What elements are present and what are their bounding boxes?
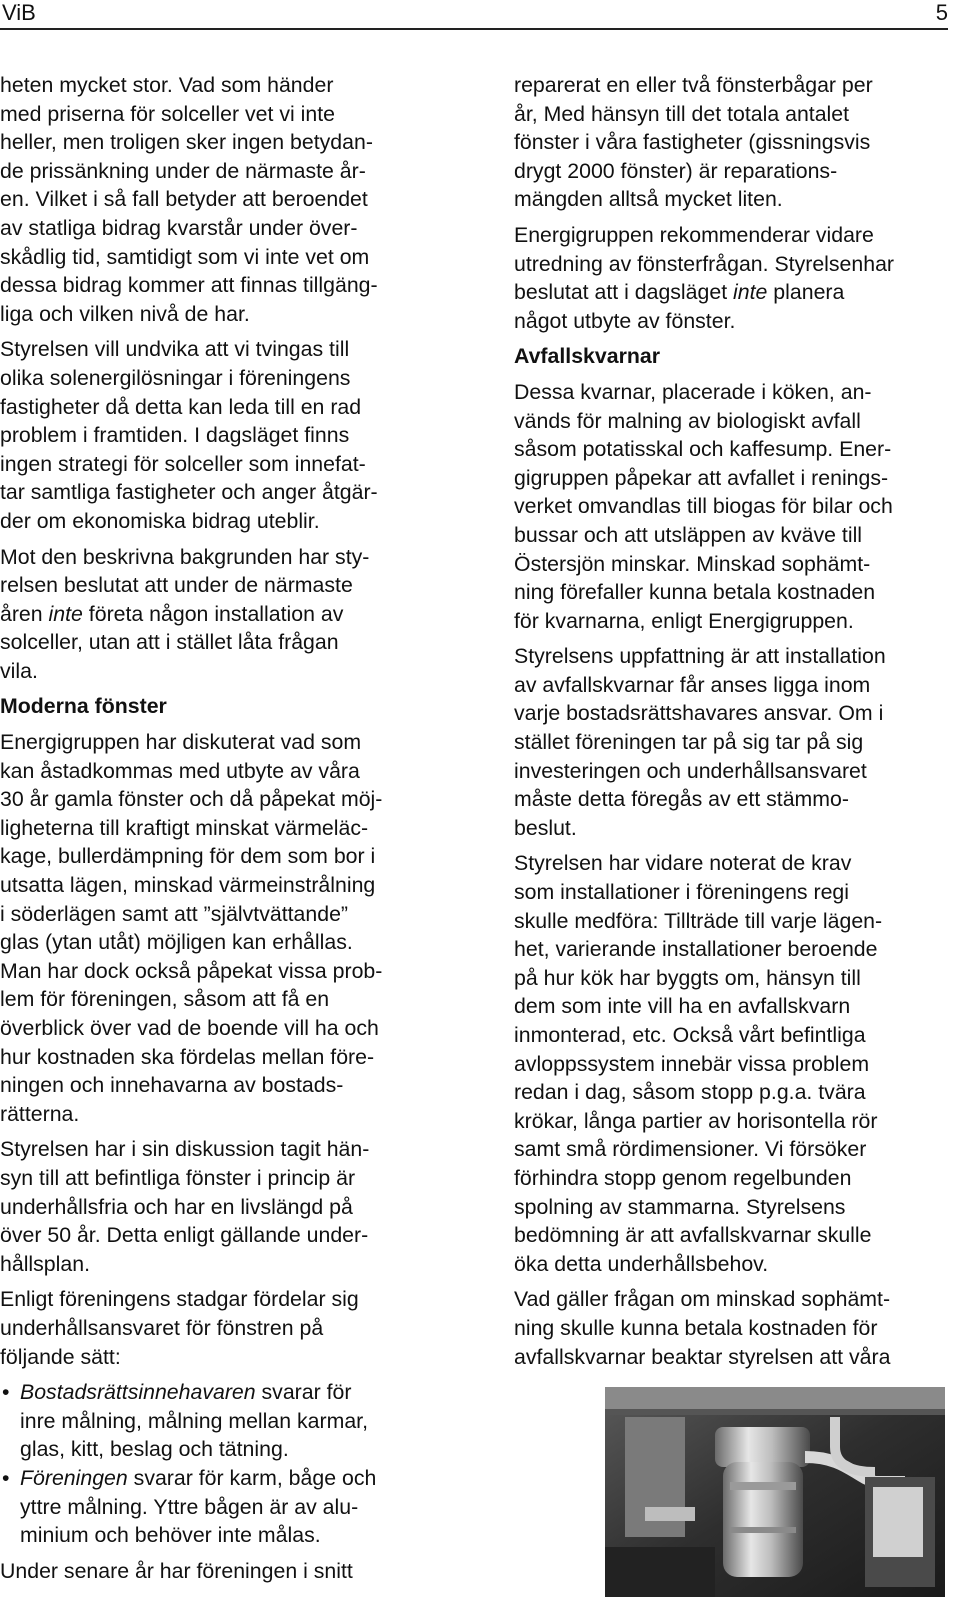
paragraph: reparerat en eller två fönsterbågar per år, Med hänsyn till det totala antalet fönster i våra fastigheter (gissningsvis drygt 2000 fönster) är reparations- mängden alltså mycket liten. xyxy=(514,73,873,212)
text: svarar för inre målning, målning mellan karmar, glas, kitt, beslag och tätning. xyxy=(20,1380,368,1462)
bullet-list xyxy=(0,1378,452,1550)
paragraph: Under senare år har föreningen i snitt xyxy=(0,1558,353,1583)
header-title: ViB xyxy=(2,0,36,25)
list-item xyxy=(0,1378,452,1464)
emphasis: Bostadsrättsinnehavaren xyxy=(20,1380,256,1405)
paragraph: heten mycket stor. Vad som händer med priserna för solceller vet vi inte heller, men troligen sker ingen betydan- de prissänkning under de närmaste år- en. Vilket i så fall betyder att beroendet av statliga bidrag kvarstår under över- skådlig tid, samtidigt som vi inte vet om dessa bidrag kommer att finnas tillgäng- liga och vilken nivå de har. xyxy=(0,73,378,326)
paragraph: Styrelsens uppfattning är att installation av avfallskvarnar får anses ligga inom varje bostadsrättshavares ansvar. Om i stället föreningen tar på sig tar på sig investeringen och underhållsansvaret måste detta föregås av ett stämmo- beslut. xyxy=(514,644,886,840)
paragraph: Styrelsen har i sin diskussion tagit hän- syn till att befintliga fönster i princip är underhållsfria och har en livslängd på över 50 år. Detta enligt gällande under- hållsplan. xyxy=(0,1137,370,1276)
emphasis: Föreningen xyxy=(20,1465,128,1490)
page-header xyxy=(0,0,948,30)
text: Mot den beskrivna bakgrunden har sty- relsen beslutat att under de närmaste åren xyxy=(0,544,370,626)
paragraph xyxy=(514,221,960,335)
paragraph: Enligt föreningens stadgar fördelar sig underhållsansvaret för fönstren på följande sätt: xyxy=(0,1287,359,1369)
section-heading-windows: Moderna fönster xyxy=(0,694,167,719)
text: Energigruppen rekommenderar vidare utredning av fönsterfrågan. Styrelsenhar beslutat att i dagsläget xyxy=(514,222,895,305)
list-item xyxy=(0,1464,452,1550)
text: företa någon installation av solceller, utan att i stället låta frågan vila. xyxy=(0,601,344,683)
text: planera något utbyte av fönster. xyxy=(514,280,845,333)
right-column xyxy=(514,71,960,1378)
paragraph: Vad gäller frågan om minskad sophämt- ning skulle kunna betala kostnaden för avfallskvarnar beaktar styrelsen att våra xyxy=(514,1287,891,1369)
page-number: 5 xyxy=(935,0,948,25)
paragraph: Dessa kvarnar, placerade i köken, an- vänds för malning av biologiskt avfall såsom potatisskal och kaffesump. Ener- gigruppen påpekar att avfallet i renings- verket omvandlas till biogas för bilar och bussar och att utsläppen av kväve till Östersjön minskar. Minskad sophämt- ning förefaller kunna betala kostnaden för kvarnarna, enligt Energigruppen. xyxy=(514,379,893,633)
paragraph: Energigruppen har diskuterat vad som kan åstadkommas med utbyte av våra 30 år gamla fönster och då påpekat möj- ligheterna till kraftigt minskat värmeläc- kage, bullerdämpning för dem som bor i utsatta lägen, minskad värmeinstrålning i söderlägen samt att ”självtvättande” glas (ytan utåt) möjligen kan erhållas. Man har dock också påpekat vissa prob- lem för föreningen, såsom att få en överblick över vad de boende vill ha och hur kostnaden ska fördelas mellan före- ningen och innehavarna av bostads- rätterna. xyxy=(0,730,383,1126)
emphasis: inte xyxy=(48,601,83,626)
paragraph: Styrelsen vill undvika att vi tvingas till olika solenergilösningar i föreningens fastigheter då detta kan leda till en rad problem i framtiden. I dagsläget finns ingen strategi för solceller som innefat- tar samtliga fastigheter och anger åtgär- der om ekonomiska bidrag uteblir. xyxy=(0,337,378,533)
waste-disposer-photo xyxy=(605,1387,945,1597)
photo-image xyxy=(605,1387,945,1597)
section-heading-waste: Avfallskvarnar xyxy=(514,344,661,369)
emphasis: inte xyxy=(733,280,768,305)
paragraph: Styrelsen har vidare noterat de krav som installationer i föreningens regi skulle medföra: Tillträde till varje lägen- het, varierande installationer beroende på hur kök har byggts om, hänsyn till dem som inte vill ha en avfallskvarn inmonterad, etc. Också vårt befintliga avloppssystem innebär vissa problem redan i dag, såsom stopp p.g.a. tvära krökar, långa partier av horisontella rör samt små rördimensioner. Vi försöker förhindra stopp genom regelbunden spolning av stammarna. Styrelsens bedömning är att avfallskvarnar skulle öka detta underhållsbehov. xyxy=(514,851,883,1276)
left-column xyxy=(0,71,452,1592)
text: svarar för karm, båge och yttre målning. Yttre bågen är av alu- minium och behöver inte målas. xyxy=(20,1465,377,1548)
paragraph xyxy=(0,543,452,686)
